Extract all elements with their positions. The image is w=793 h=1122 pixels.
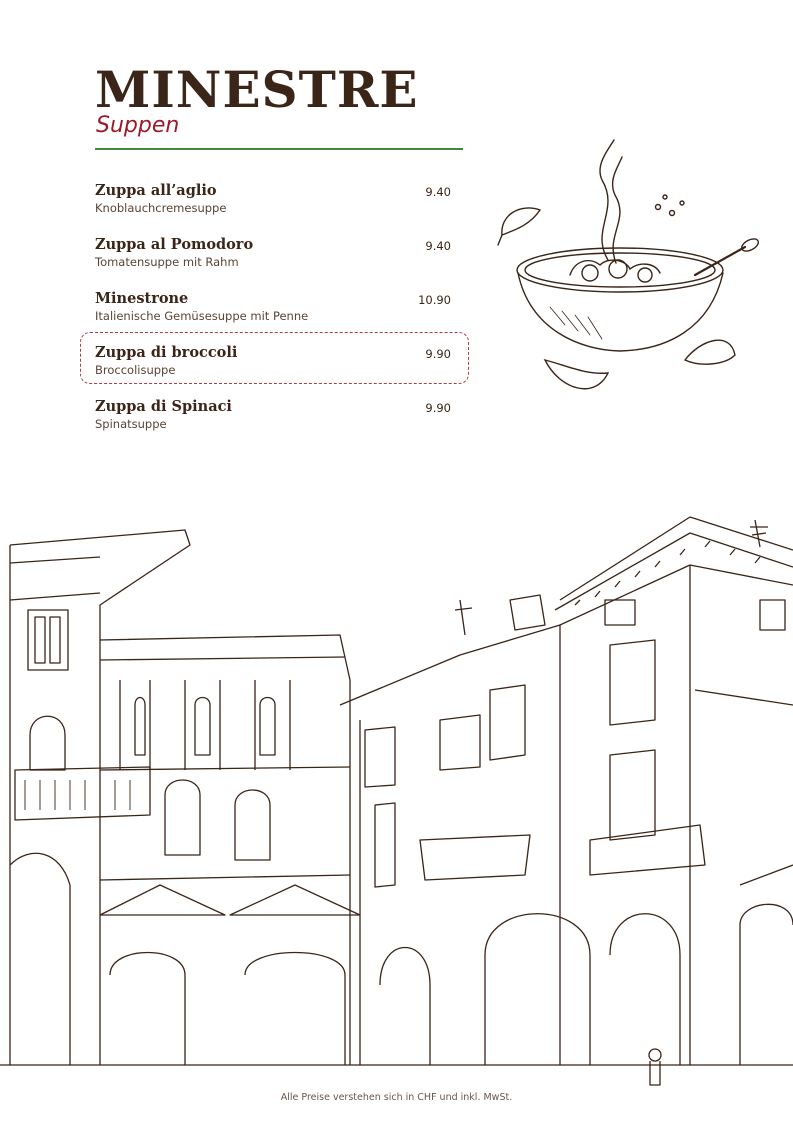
- divider: [95, 148, 463, 150]
- dish-description: Knoblauchcremesuppe: [95, 201, 227, 215]
- dish-description: Broccolisuppe: [95, 363, 176, 377]
- dish-name: Zuppa all’aglio: [95, 182, 217, 199]
- price-note: Alle Preise verstehen sich in CHF und inkl. MwSt.: [280, 1092, 513, 1103]
- page-subtitle: Suppen: [96, 113, 180, 138]
- dish-description: Italienische Gemüsesuppe mit Penne: [95, 309, 309, 323]
- menu-item-highlighted: [95, 344, 455, 398]
- page-title: MINESTRE: [95, 60, 419, 119]
- dish-name: Zuppa al Pomodoro: [95, 236, 254, 253]
- menu-item: [95, 236, 455, 290]
- menu-item: [95, 398, 455, 452]
- dish-name: Zuppa di broccoli: [95, 344, 238, 361]
- dish-description: Tomatensuppe mit Rahm: [95, 255, 239, 269]
- dish-price: 10.90: [418, 293, 451, 307]
- street-illustration: [0, 505, 793, 1095]
- soup-bowl-illustration: [490, 135, 770, 405]
- dish-price: 9.40: [425, 185, 451, 199]
- dish-price: 9.90: [425, 347, 451, 361]
- dish-price: 9.40: [425, 239, 451, 253]
- dish-name: Minestrone: [95, 290, 189, 307]
- menu-item: [95, 182, 455, 236]
- menu-list: [95, 182, 455, 452]
- dish-description: Spinatsuppe: [95, 417, 167, 431]
- dish-name: Zuppa di Spinaci: [95, 398, 232, 415]
- dish-price: 9.90: [425, 401, 451, 415]
